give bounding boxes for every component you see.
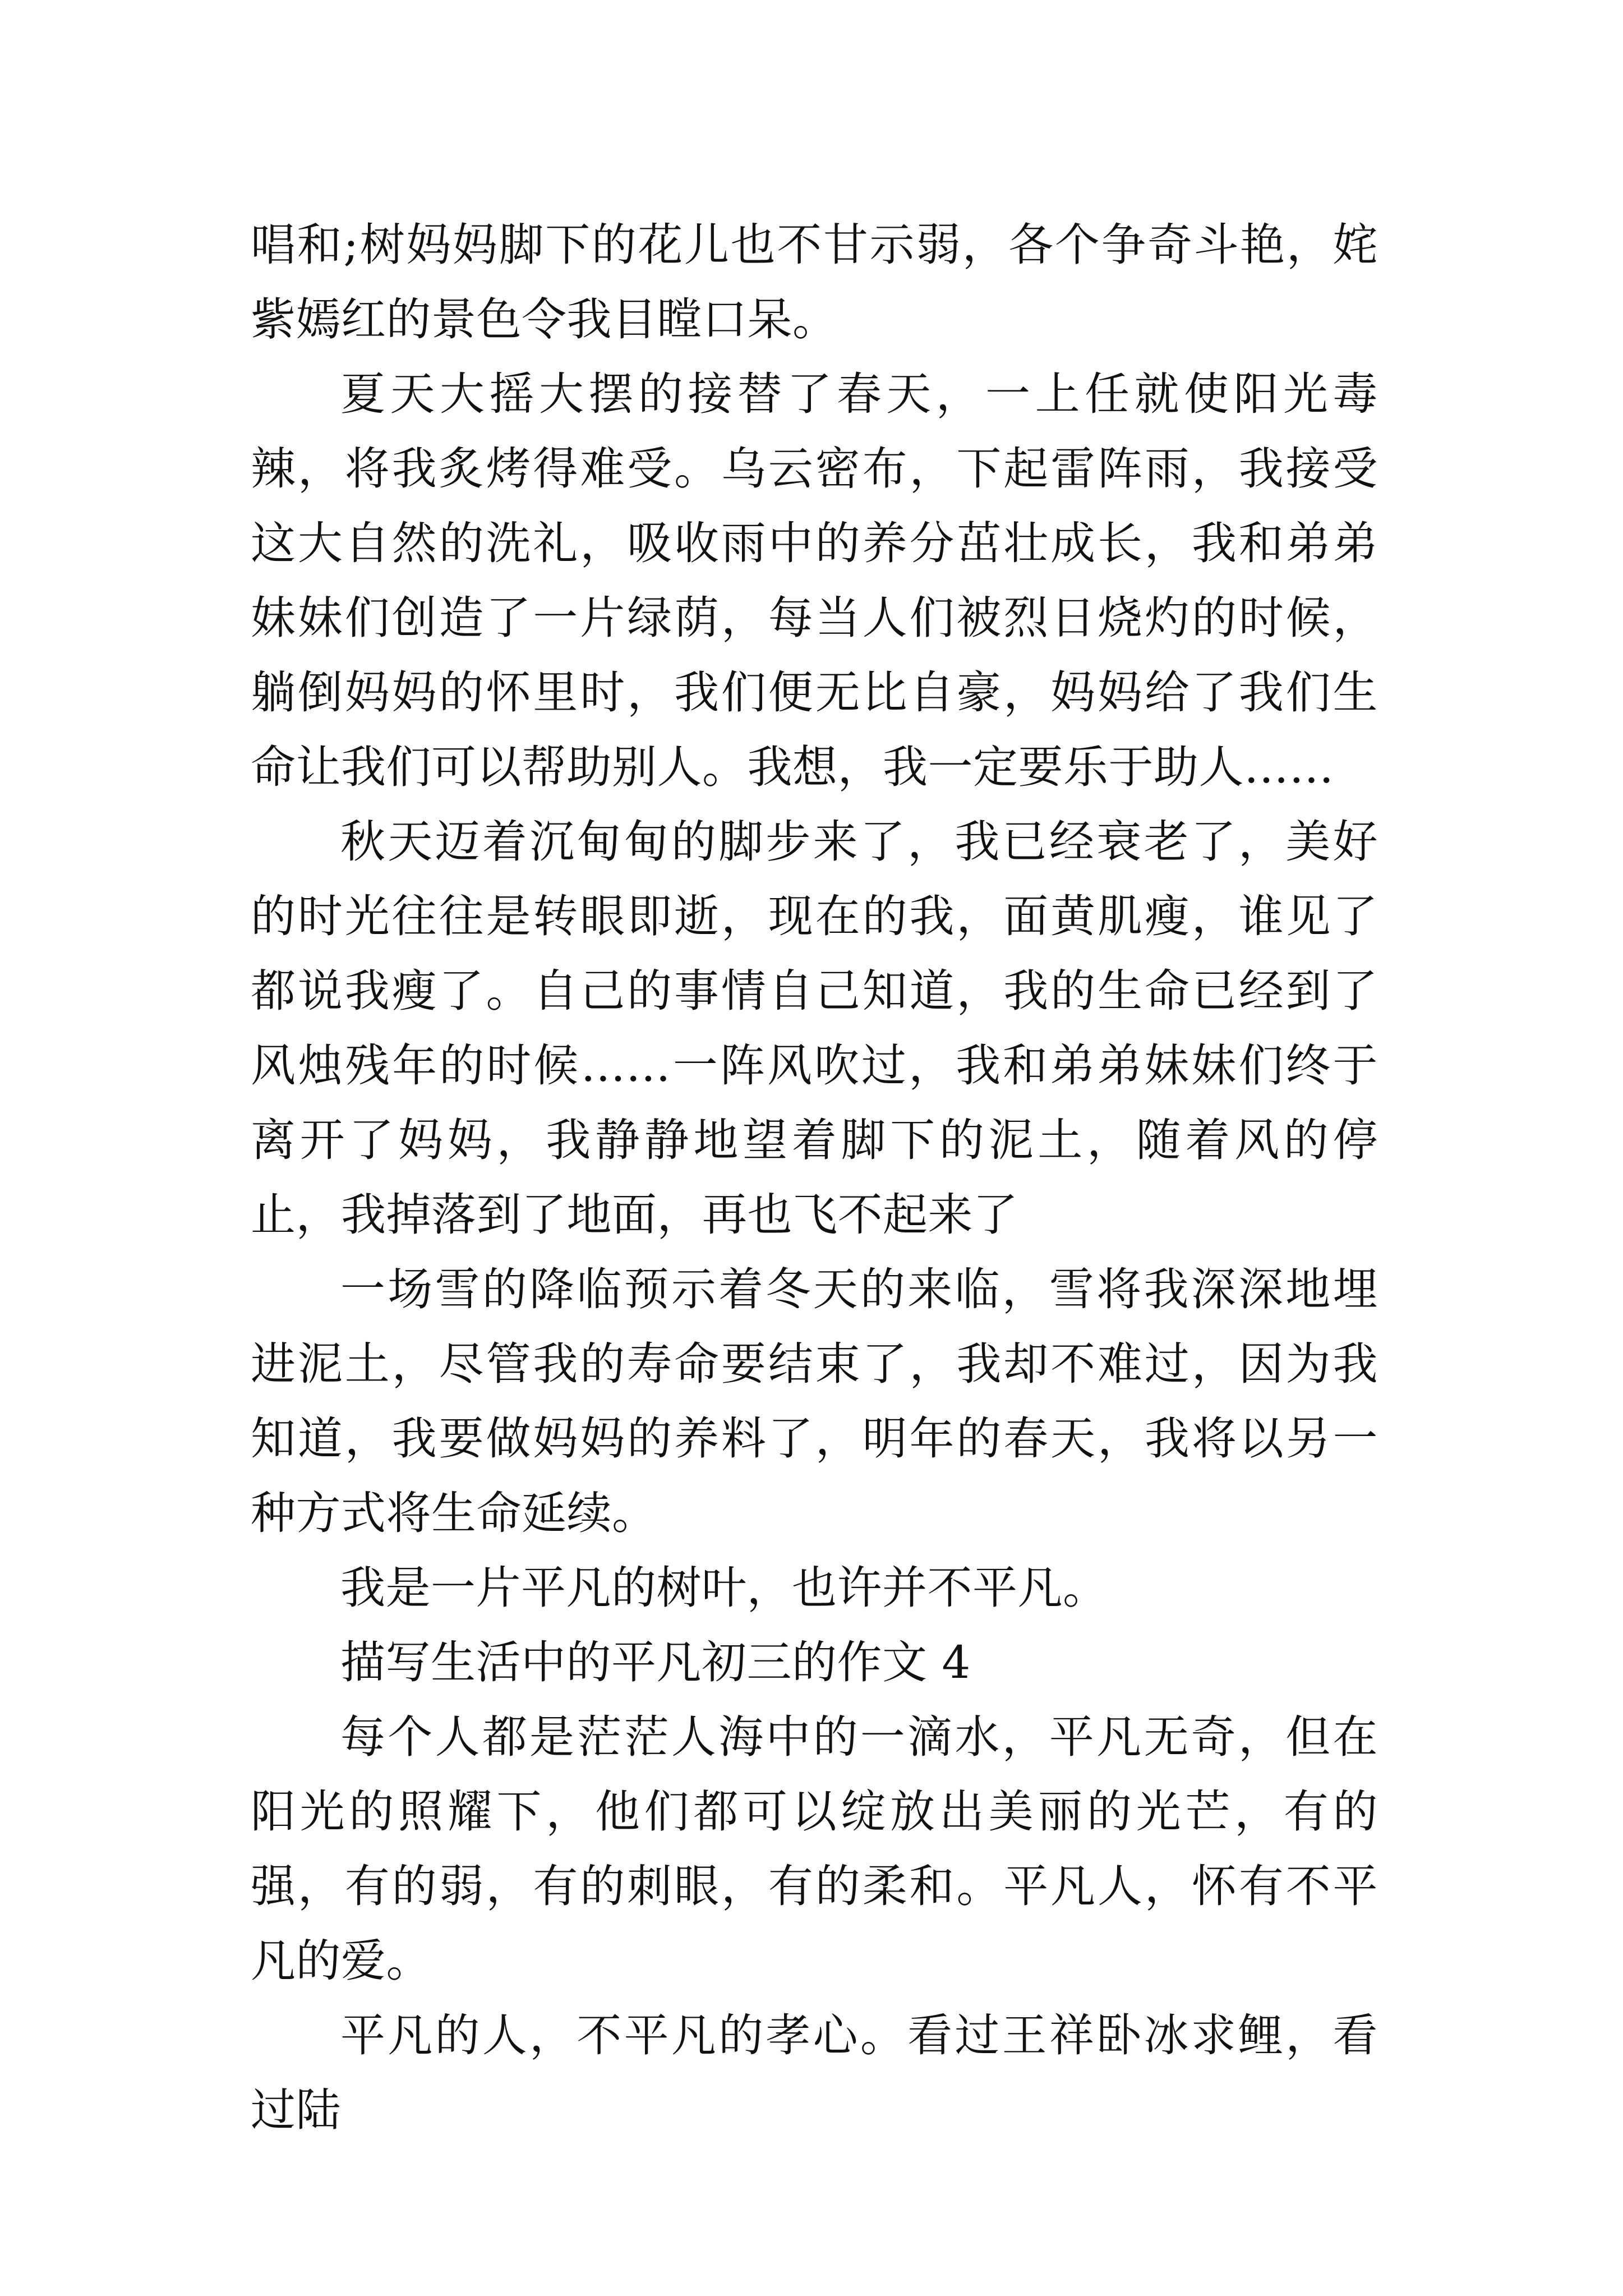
paragraph-2: 夏天大摇大摆的接替了春天，一上任就使阳光毒辣，将我炙烤得难受。乌云密布，下起雷阵雨，我接受这大自然的洗礼，吸收雨中的养分茁壮成长，我和弟弟妹妹们创造了一片绿荫，每当人们被烈日烧灼的时候，躺倒妈妈的怀里时，我们便无比自豪，妈妈给了我们生命让我们可以帮助别人。我想，我一定要乐于助人…… <box>251 368 1378 793</box>
paragraph-5: 我是一片平凡的树叶，也许并不平凡。 <box>340 1562 1108 1614</box>
body-text <box>251 208 1378 2147</box>
paragraph-7: 平凡的人，不平凡的孝心。看过王祥卧冰求鲤，看过陆 <box>251 2009 1378 2136</box>
paragraph-6: 每个人都是茫茫人海中的一滴水，平凡无奇，但在阳光的照耀下，他们都可以绽放出美丽的光芒，有的强，有的弱，有的刺眼，有的柔和。平凡人，怀有不平凡的爱。 <box>251 1711 1378 1987</box>
paragraph-1: 唱和;树妈妈脚下的花儿也不甘示弱，各个争奇斗艳，姹紫嫣红的景色令我目瞠口呆。 <box>251 219 1378 346</box>
section-heading: 描写生活中的平凡初三的作文 4 <box>340 1636 971 1688</box>
paragraph-3: 秋天迈着沉甸甸的脚步来了，我已经衰老了，美好的时光往往是转眼即逝，现在的我，面黄肌瘦，谁见了都说我瘦了。自己的事情自己知道，我的生命已经到了风烛残年的时候……一阵风吹过，我和弟弟妹妹们终于离开了妈妈，我静静地望着脚下的泥土，随着风的停止，我掉落到了地面，再也飞不起来了 <box>251 816 1378 1241</box>
paragraph-4: 一场雪的降临预示着冬天的来临，雪将我深深地埋进泥土，尽管我的寿命要结束了，我却不难过，因为我知道，我要做妈妈的养料了，明年的春天，我将以另一种方式将生命延续。 <box>251 1263 1378 1539</box>
